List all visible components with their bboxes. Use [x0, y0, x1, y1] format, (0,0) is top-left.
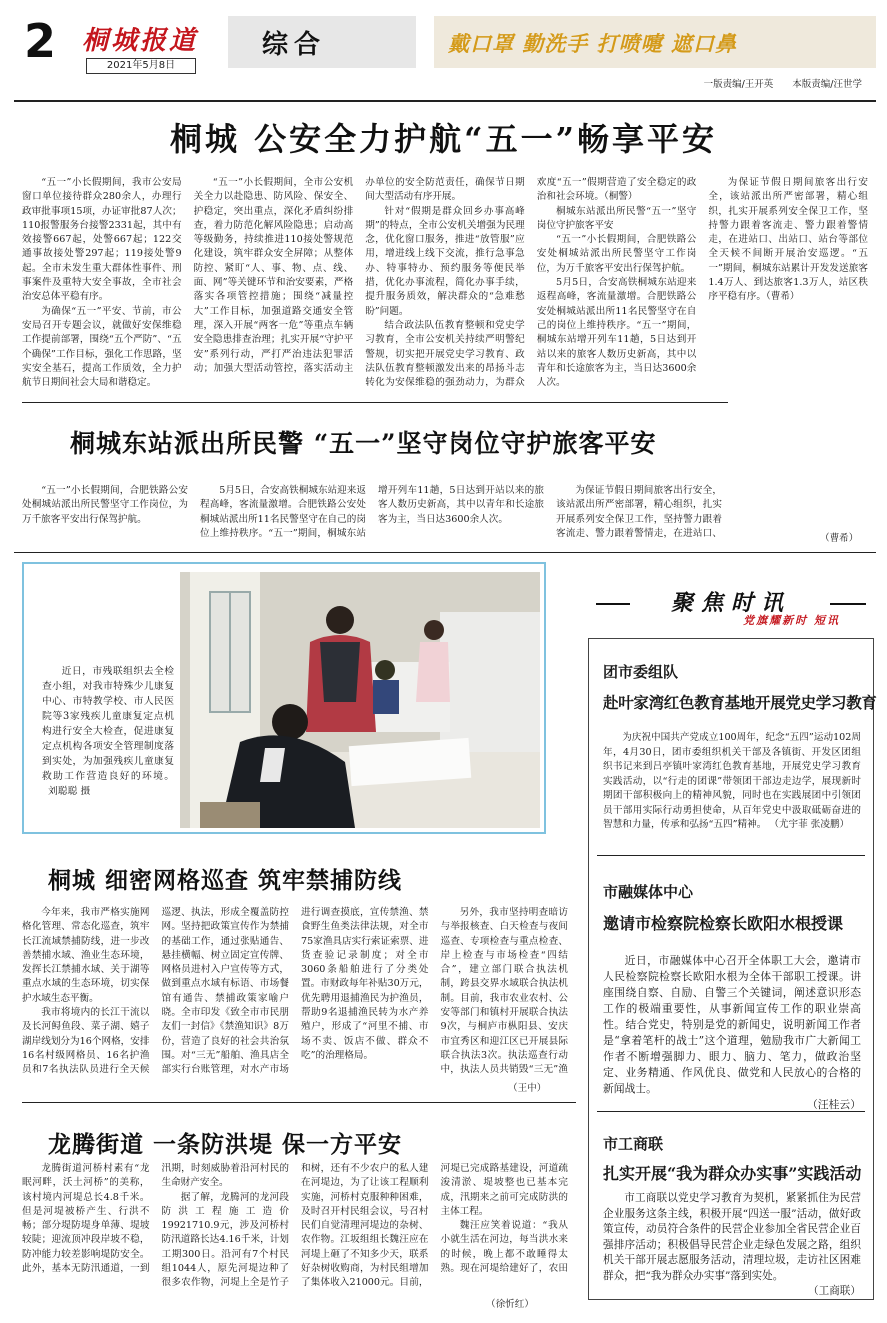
east-paragraph-3: 为保证节假日期间旅客出行安全，该站派出所严密部署，精心组织，扎实开展系列安全保卫工作，坚持警力跟着客流走、警力跟着警情走，在进站口、 [556, 485, 722, 539]
brief-banner [590, 584, 872, 628]
lead-paragraph-2: 为确保“五一”平安、节前，市公安局召开专题会议，就做好安保维稳工作提前部署，围绕“五个严防”、“五个确保”工作目标，强化工作思路，坚实安全基石，提高工作质效，全力护航节日期间社会大局和谐稳定。 [22, 305, 182, 389]
photo-image [180, 572, 540, 828]
lead-paragraph-7: “五一”小长假期间，合肥铁路公安处桐城站派出所民警坚守工作岗位，为万千旅客平安出行保驾护航。 [536, 234, 697, 274]
flood-byline: （徐忻红） [486, 1299, 534, 1310]
grid-article [22, 906, 568, 1078]
flood-article [22, 1162, 568, 1298]
lead-article [22, 176, 868, 398]
side1-body-text: 为庆祝中国共产党成立100周年，纪念“五四”运动102周年，4月30日，团市委组织机关干部及各镇街、开发区团组织书记来到吕亭镇叶家湾红色教育基地，开展党史学习教育实践活动，以“行走的团课”带领团干部边走边学，展现新时期团干部积极向上的精神风貌，同时也在实践展团中引领团员干部用实际行动勇担使命，从百年党史中汲取砥砺奋进的智慧和力量，传承和弘扬“五四”精神。 [603, 732, 861, 830]
side2-title: 邀请市检察院检察长欧阳水根授课 [603, 914, 844, 933]
grid-paragraph-1: 今年来，我市严格实施网格化管理、常态化巡查，筑牢长江流域禁捕防线，进一步改善禁捕水域、渔业生态环境，发挥长江禁捕水域、关于湖等重点水域的生态环境，切实保护水域生态平衡。 [22, 907, 150, 1004]
office-scene-illustration [180, 572, 540, 828]
photo-caption-text: 近日，市残联组织去全检查小组，对我市特殊少儿康复中心、市特教学校、市人民医院等3家残疾儿童康复定点机构进行安全大检查，促进康复定点机构各项安全管理制度落到实处，为加强残疾儿童康复救助工作营造良好的环境。 [42, 666, 174, 782]
flood-paragraph-1: 龙腾街道河桥村素有“龙眠河畔，沃土河桥”的美称，该村境内河堤总长4.8千米。但是河堤被桥产生、行洪不畅；部分堤防堤身单薄、堤坡较陡；迎流顶冲段岸坡不稳，防冲能力较差影响堤防安全。此外，基本无防汛通道，一到汛期，时刻威胁着沿河村民的生命财产安全。 [22, 1163, 289, 1275]
health-slogan: 戴口罩 勤洗手 打喷嚏 遮口鼻 [448, 31, 737, 56]
brief-subtitle: 党旗耀新时 短讯 [743, 614, 840, 627]
east-station-headline: 桐城东站派出所民警 “五一”坚守岗位守护旅客平安 [70, 429, 657, 458]
sidebar-box [588, 638, 877, 1300]
page-number: 2 [24, 14, 57, 68]
flood-paragraph-3: 魏汪应笑着说道：“我从小就生活在河边，每当洪水来的时候，晚上都不敢睡得太熟。现在河堤给建好了，农田 [440, 1220, 568, 1275]
side2-body-text: 近日，市融媒体中心召开全体职工大会，邀请市人民检察院检察长欧阳水根为全体干部职工授课。讲座围绕自察、自励、自警三个关键词，阐述意识形态工作的极端重要性，从事新闻宣传工作的职业崇高性。结合党史，特别是党的新闻史，说明新闻工作者是“拿着笔杆的战士”这个道理，勉励我市广大新闻工作者不断增强脚力、眼力、脑力、笔力，做政治坚定、业务精通、作风优良、做党和人民放心的合格的新闻战士。 [603, 954, 861, 1095]
side3-body-text: 市工商联以党史学习教育为契机，紧紧抓住为民营企业服务这条主线，积极开展“四送一服”活动，做好政策宣传，动员符合条件的民营企业参加全省民营企业百强排序活动；积极倡导民营企业走绿色发展之路，组织机关干部开展志愿服务活动，清理垃圾，走访社区困难群众，把“我为群众办实事”落到实处。 [603, 1192, 861, 1282]
side2-kicker: 市融媒体中心 [603, 883, 694, 901]
side3-title: 扎实开展“我为群众办实事”实践活动 [603, 1164, 862, 1183]
side2-byline: （汪桂云） [807, 1098, 861, 1111]
east-paragraph-2: 5月5日，合安高铁桐城东站迎来返程高峰，客流量激增。合肥铁路公安处桐城站派出所11名民警坚守在自己的岗位上维持秩序。“五一”期间，桐城东站增开列车11趟，5日达到开站以来的旅客人数历史新高，其中以青年和长途旅客为主，当日达3600余人次。 [200, 485, 544, 539]
east-bottom-rule [14, 552, 876, 553]
grid-bottom-rule [22, 1102, 576, 1103]
section-label: 综合 [262, 30, 327, 60]
side3-body [603, 1191, 861, 1300]
lead-paragraph-1: “五一”小长假期间，我市公安局窗口单位接待群众280余人，办理行政审批事项15项，办证审批87人次；110报警服务台接警2331起，其中有效接警667起，处警667起；122交通事故接处警297起；119接处警9起。全市未发生重大群体性事件、刑事案件及重特大安全事故，全市社会治安总体平稳有序。 [22, 177, 182, 303]
east-paragraph-1: “五一”小长假期间，合肥铁路公安处桐城站派出所民警坚守工作岗位，为万千旅客平安出行保驾护航。 [22, 485, 188, 525]
lead-paragraph-9: 为保证节假日期间旅客出行安全，该站派出所严密部署，精心组织，扎实开展系列安全保卫工作，坚持警力跟着客流走、警力跟着警情走，在进站口、出站口、站台等部位全天候不间断开展治安巡逻。“五一”期间，桐城东站累计开发发送旅客1.4万人、到达旅客1.3万人，站区秩序平稳有序。（曹希） [708, 177, 868, 303]
grid-paragraph-3: 另外，我市坚持明查暗访与举报核查、白天检查与夜间巡查、专项检查与重点检查、岸上检查与市场检查“四结合”，建立部门联合执法机制，跨县交界水域联合执法机制。目前，我市农业农村、公安等部门和镇村开展联合执法9次，与桐庐市枞阳县、安庆市宜秀区和迎江区已开展县际联合执法3次。执法巡查行动中，执法人员共销毁“三无”渔 [440, 907, 568, 1076]
side3-byline: （工商联） [808, 1285, 861, 1297]
side1-body [603, 731, 861, 833]
photo-frame [22, 562, 546, 834]
side-divider-1 [597, 855, 865, 856]
side1-byline: （尤宇菲 张凌鹏） [769, 819, 850, 830]
side1-title: 赴叶家湾红色教育基地开展党史学习教育 [603, 693, 877, 712]
lead-paragraph-8: 5月5日，合安高铁桐城东站迎来返程高峰，客流量激增。合肥铁路公安处桐城站派出所11名民警坚守在自己的岗位上维持秩序。“五一”期间，桐城东站增开列车11趟，5日达到开站以来的旅客人数历史新高，其中以青年和长途旅客为主，当日达3600余人次。 [536, 277, 697, 389]
flood-headline: 龙腾街道 一条防洪堤 保一方平安 [48, 1131, 403, 1158]
grid-paragraph-2: 我市将境内的长江干流以及长河鲟鱼段、菜子湖、嬉子湖岸线划分为16个网格，安排16名村级网格员、16名护渔员和7名执法队员进行全天候巡逻、执法，形成全覆盖防控网。坚持把政策宣传作为禁捕的基础工作，通过张贴通告、悬挂横幅、树立固定宣传牌、网格员进村入户宣传等方式，做到重点水域有标语、市场餐馆有通告、禁捕政策家喻户晓。全市印发《致全市市民朋友们一封信》《禁渔知识》8万份，营造了良好的社会共治氛围。对“三无”船舶、渔具店全部实行台账管理，对水产市场进行调查摸底，宣传禁渔、禁食野生鱼类法律法规，对全市75家渔具店实行索证索票、进货查验记录制度；对全市3060条船舶进行了分类处置。市财政每年补贴30万元，优先聘用退捕渔民为护渔员，帮助9名退捕渔民转为水产养殖户，形成了“河里不捕、市场不卖、饭店不做、群众不吃”的治理格局。 [22, 907, 429, 1076]
brief-title: 聚焦时讯 [670, 591, 791, 616]
side3-kicker: 市工商联 [603, 1135, 664, 1153]
lead-paragraph-5: 结合政法队伍教育整顿和党史学习教育，全市公安机关持续严明警纪警规，切实把开展党史学习教育、政法队伍教育整顿激发出来的昂扬斗志转化为安保维稳的强劲动力，为群众欢度“五一”假期营造了安全稳定的政治和社会环境。（桐警） [365, 177, 697, 389]
flood-paragraph-2: 据了解，龙腾河的龙河段防洪工程施工造价19921710.9元，涉及河桥村防汛道路长达4.16千米，计划工期300日。沿河有7个村民组1044人，原先河堤边种了很多农作物，河堤上全是竹子和树，还有不少农户的私人建在河堤边，为了让该工程顺利实施，河桥村克服种种困难，及时召开村民组会议，号召村民们自觉清理河堤边的杂树、农作物。江坂组组长魏汪应在河堤上砸了不知多少天，联系好杂树收购商，为村民组增加了集体收入21000元。目前，河堤已完成路基建设，河道疏浚清淤、堤坡整也已基本完成，汛期来之前可完成防洪的主体工程。 [161, 1163, 568, 1289]
photo-credit: 刘聪聪 摄 [48, 786, 91, 797]
east-station-byline: （曹希） [820, 533, 859, 544]
lead-paragraph-4: 针对“假期是群众回乡办事高峰期”的特点，全市公安机关增强为民理念，优化窗口服务，推进“放管服”应用，增进线上线下交流，推行急事急办、特事特办、预约服务等便民举措，优化办事流程，简化办事手续，提升服务质效，解决群众的“急难愁盼”问题。 [365, 205, 525, 317]
section-label-box [228, 16, 416, 68]
lead-paragraph-6: 桐城东站派出所民警“五一”坚守岗位守护旅客平安 [536, 205, 697, 231]
masthead [14, 14, 876, 98]
issue-date: 2021年5月8日 [86, 58, 196, 74]
paper-name: 桐城报道 [82, 26, 199, 56]
side2-body [603, 953, 861, 1113]
masthead-rule [14, 100, 876, 102]
lead-headline: 桐城 公安全力护航“五一”畅享平安 [170, 120, 717, 158]
lead-bottom-rule [22, 402, 728, 403]
side1-kicker: 团市委组队 [603, 663, 679, 681]
side-divider-2 [597, 1111, 865, 1112]
grid-byline: （王中） [508, 1083, 547, 1094]
east-station-article [22, 484, 722, 544]
grid-headline: 桐城 细密网格巡查 筑牢禁捕防线 [48, 867, 403, 894]
slogan-box [434, 16, 876, 68]
photo-caption [42, 664, 174, 799]
lead-paragraph-3: “五一”小长假期间，全市公安机关全力以赴隐患、防风险、保安全、护稳定，突出重点，深化矛盾纠纷排查，着力防范化解风险隐患；启动高等级勤务，持续推进110接处警规范化建设，筑牢群众安全屏障；从整体防控、紧盯“人、事、物、点、线、面、网”等关键环节和治安要素，严格落实各项管控措施；围绕“减量控大”工作目标，加强道路交通安全管理，深入开展“两客一危”等重点车辆安全隐患排查治理；扎实开展“守护平安”系列行动，严打严治违法犯罪活动；加强大型活动管控，落实活动主办单位的安全防范责任，确保节日期间大型活动有序开展。 [193, 177, 525, 374]
editor-line: 一版责编/王开英 本版责编/汪世学 [703, 79, 862, 90]
